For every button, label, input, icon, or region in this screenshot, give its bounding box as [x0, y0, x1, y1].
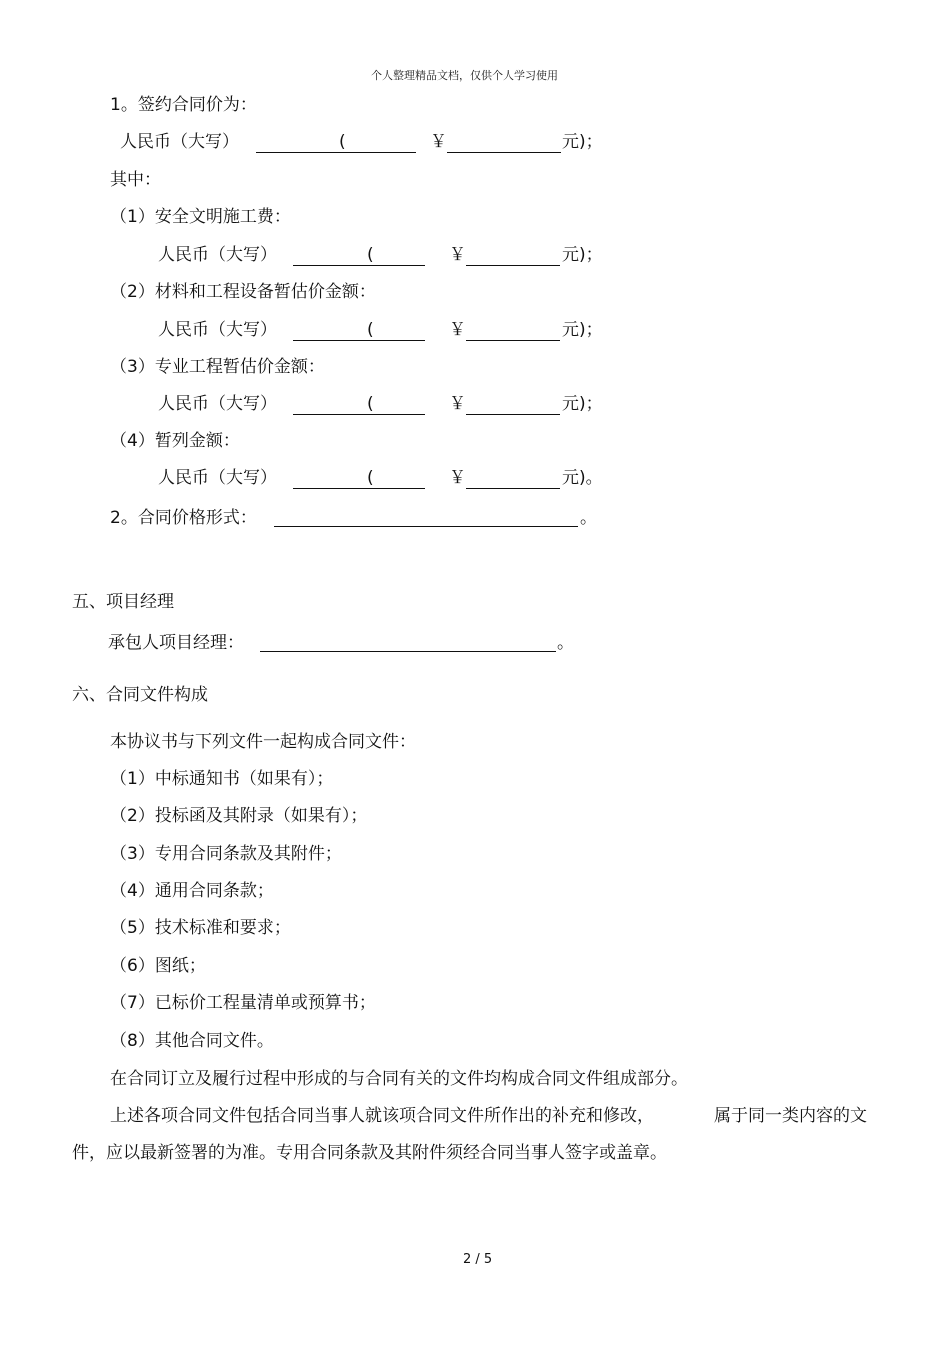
project-manager-end: 。	[557, 633, 574, 653]
list-item: （6）图纸；	[110, 956, 206, 976]
price-form-blank	[274, 526, 578, 527]
rmb-label: 人民币（大写）	[158, 245, 277, 265]
section-heading-contract-documents: 六、合同文件构成	[72, 685, 208, 705]
paren-open: (	[339, 132, 346, 152]
list-item: （3）专用合同条款及其附件；	[110, 844, 342, 864]
yen-symbol: ￥	[449, 468, 466, 488]
price-item-label: （2）材料和工程设备暂估价金额：	[110, 282, 376, 302]
paren-open: (	[367, 468, 374, 488]
amount-words-blank	[256, 152, 416, 153]
rmb-label: 人民币（大写）	[158, 320, 277, 340]
amount-figure-blank	[466, 488, 560, 489]
page-number: 2 / 5	[463, 1252, 493, 1267]
paragraph-precedence-line1a: 上述各项合同文件包括合同当事人就该项合同文件所作出的补充和修改，	[110, 1106, 654, 1126]
amount-figure-blank	[447, 152, 561, 153]
amount-figure-blank	[466, 340, 560, 341]
rmb-label: 人民币（大写）	[158, 468, 277, 488]
amount-words-blank	[293, 340, 425, 341]
price-form-end: 。	[580, 508, 597, 528]
paragraph-precedence-line2: 件，应以最新签署的为准。专用合同条款及其附件须经合同当事人签字或盖章。	[72, 1143, 667, 1163]
list-item: （8）其他合同文件。	[110, 1031, 274, 1051]
price-item-label: （1）安全文明施工费：	[110, 207, 291, 227]
project-manager-blank	[260, 651, 556, 652]
list-item: （5）技术标准和要求；	[110, 918, 291, 938]
list-item: （2）投标函及其附录（如果有）；	[110, 806, 368, 826]
price-tail: 元)；	[562, 132, 603, 152]
yen-symbol: ￥	[449, 394, 466, 414]
amount-figure-blank	[466, 265, 560, 266]
price-tail: 元)；	[562, 394, 603, 414]
page-header: 个人整理精品文档，仅供个人学习使用	[371, 69, 558, 82]
yen-symbol: ￥	[430, 132, 447, 152]
project-manager-label: 承包人项目经理：	[108, 633, 244, 653]
amount-figure-blank	[466, 414, 560, 415]
paragraph-precedence-line1b: 属于同一类内容的文	[714, 1106, 867, 1126]
paren-open: (	[367, 245, 374, 265]
list-item: （1）中标通知书（如果有）；	[110, 769, 334, 789]
price-item-label: （3）专业工程暂估价金额：	[110, 357, 325, 377]
price-form-label: 2。合同价格形式：	[110, 508, 257, 528]
rmb-label: 人民币（大写）	[120, 132, 239, 152]
amount-words-blank	[293, 488, 425, 489]
among-label: 其中：	[110, 170, 161, 190]
rmb-label: 人民币（大写）	[158, 394, 277, 414]
paren-open: (	[367, 394, 374, 414]
documents-intro: 本协议书与下列文件一起构成合同文件：	[110, 732, 416, 752]
amount-words-blank	[293, 265, 425, 266]
yen-symbol: ￥	[449, 245, 466, 265]
list-item: （4）通用合同条款；	[110, 881, 274, 901]
price-tail: 元)；	[562, 245, 603, 265]
section-heading-project-manager: 五、项目经理	[72, 592, 174, 612]
paragraph-documents-composition: 在合同订立及履行过程中形成的与合同有关的文件均构成合同文件组成部分。	[110, 1069, 688, 1089]
price-tail: 元)；	[562, 320, 603, 340]
yen-symbol: ￥	[449, 320, 466, 340]
price-tail: 元)。	[562, 468, 603, 488]
price-item-label: （4）暂列金额：	[110, 431, 240, 451]
amount-words-blank	[293, 414, 425, 415]
contract-price-title: 1。签约合同价为：	[110, 95, 257, 115]
list-item: （7）已标价工程量清单或预算书；	[110, 993, 376, 1013]
paren-open: (	[367, 320, 374, 340]
